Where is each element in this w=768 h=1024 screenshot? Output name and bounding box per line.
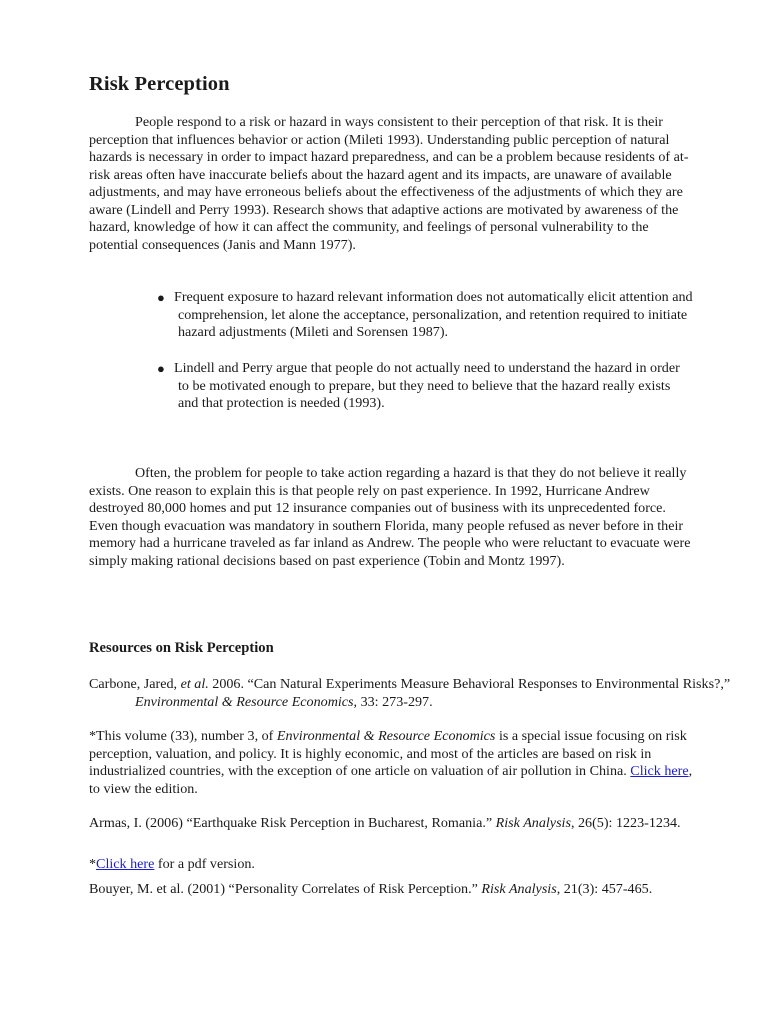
click-here-edition-link[interactable]: Click here	[630, 763, 689, 779]
intro-paragraph: People respond to a risk or hazard in ways consistent to their perception of that risk. It is their perception that influences behavior or action (Mileti 1993). Understanding public perception of natural hazards is necessary in order to impact hazard preparedness, and can be a problem because residents of at-risk areas often have inaccurate beliefs about the hazard agent and its impacts, are unaware of available adjustments, and may have erroneous beliefs about the effectiveness of the adjustments of which they are aware (Lindell and Perry 1993). Research shows that adaptive actions are motivated by awareness of the hazard, knowledge of how it can affect the community, and feelings of personal vulnerability to the potential consequences (Janis and Mann 1977).	[89, 114, 689, 253]
note-special-issue	[89, 728, 693, 798]
ref-title: 2006. “Can Natural Experiments Measure Behavioral Responses to Environmental Risks?,”	[208, 676, 731, 692]
ref-journal: Risk Analysis	[495, 815, 571, 831]
note-body: is a special issue focusing on risk perception, valuation, and policy. It is highly economic, and most of the articles are based on risk in industrialized countries, with the exception of one article on valuation of air pollution in China.	[89, 728, 687, 779]
reference-bouyer	[89, 881, 739, 899]
note-prefix: *	[89, 856, 97, 872]
ref-details: , 21(3): 457-465.	[556, 881, 653, 897]
note-suffix: , to view the edition.	[89, 763, 693, 797]
note-journal: Environmental & Resource Economics	[276, 728, 496, 744]
ref-text: Bouyer, M. et al. (2001) “Personality Correlates of Risk Perception.”	[89, 881, 482, 897]
bullet-list-1	[89, 289, 693, 342]
list-item	[89, 289, 693, 342]
click-here-pdf-link[interactable]: Click here	[96, 856, 155, 872]
bullet-text: Lindell and Perry argue that people do not actually need to understand the hazard in order to be motivated enough to prepare, but they need to believe that the hazard really exists and that protection is needed (1993).	[174, 360, 680, 411]
bullet-icon: ●	[157, 290, 165, 305]
ref-details: , 26(5): 1223-1234.	[570, 815, 681, 831]
bullet-list-2	[89, 360, 693, 413]
hurricane-paragraph: Often, the problem for people to take action regarding a hazard is that they do not believe it really exists. One reason to explain this is that people rely on past experience. In 1992, Hurricane Andrew destroyed 80,000 homes and put 12 insurance companies out of business with its unprecedented force. Even though evacuation was mandatory in southern Florida, many people refused as never before in their memory had a hurricane traveled as far inland as Andrew. The people who were reluctant to evacuate were simply making rational decisions based on past experience (Tobin and Montz 1997).	[89, 465, 691, 569]
bullet-icon: ●	[157, 361, 165, 376]
ref-text: Armas, I. (2006) “Earthquake Risk Perception in Bucharest, Romania.”	[89, 815, 496, 831]
note-suffix: for a pdf version.	[154, 856, 255, 872]
note-pdf	[89, 856, 693, 874]
ref-authors: Carbone, Jared,	[89, 676, 181, 692]
ref-journal: Environmental & Resource Economics	[135, 693, 354, 710]
reference-armas	[89, 815, 739, 833]
ref-etal: et al.	[180, 676, 209, 692]
reference-carbone	[89, 676, 739, 711]
list-item	[89, 360, 693, 413]
ref-details: , 33: 273-297.	[353, 693, 433, 710]
ref-journal: Risk Analysis	[481, 881, 557, 897]
resources-heading: Resources on Risk Perception	[89, 640, 274, 656]
note-prefix: *This volume (33), number 3, of	[89, 728, 277, 744]
bullet-text: Frequent exposure to hazard relevant information does not automatically elicit attention and comprehension, let alone the acceptance, personalization, and retention required to initiate hazard adjustments (Mileti and Sorensen 1987).	[174, 289, 693, 340]
page-title: Risk Perception	[89, 73, 230, 95]
